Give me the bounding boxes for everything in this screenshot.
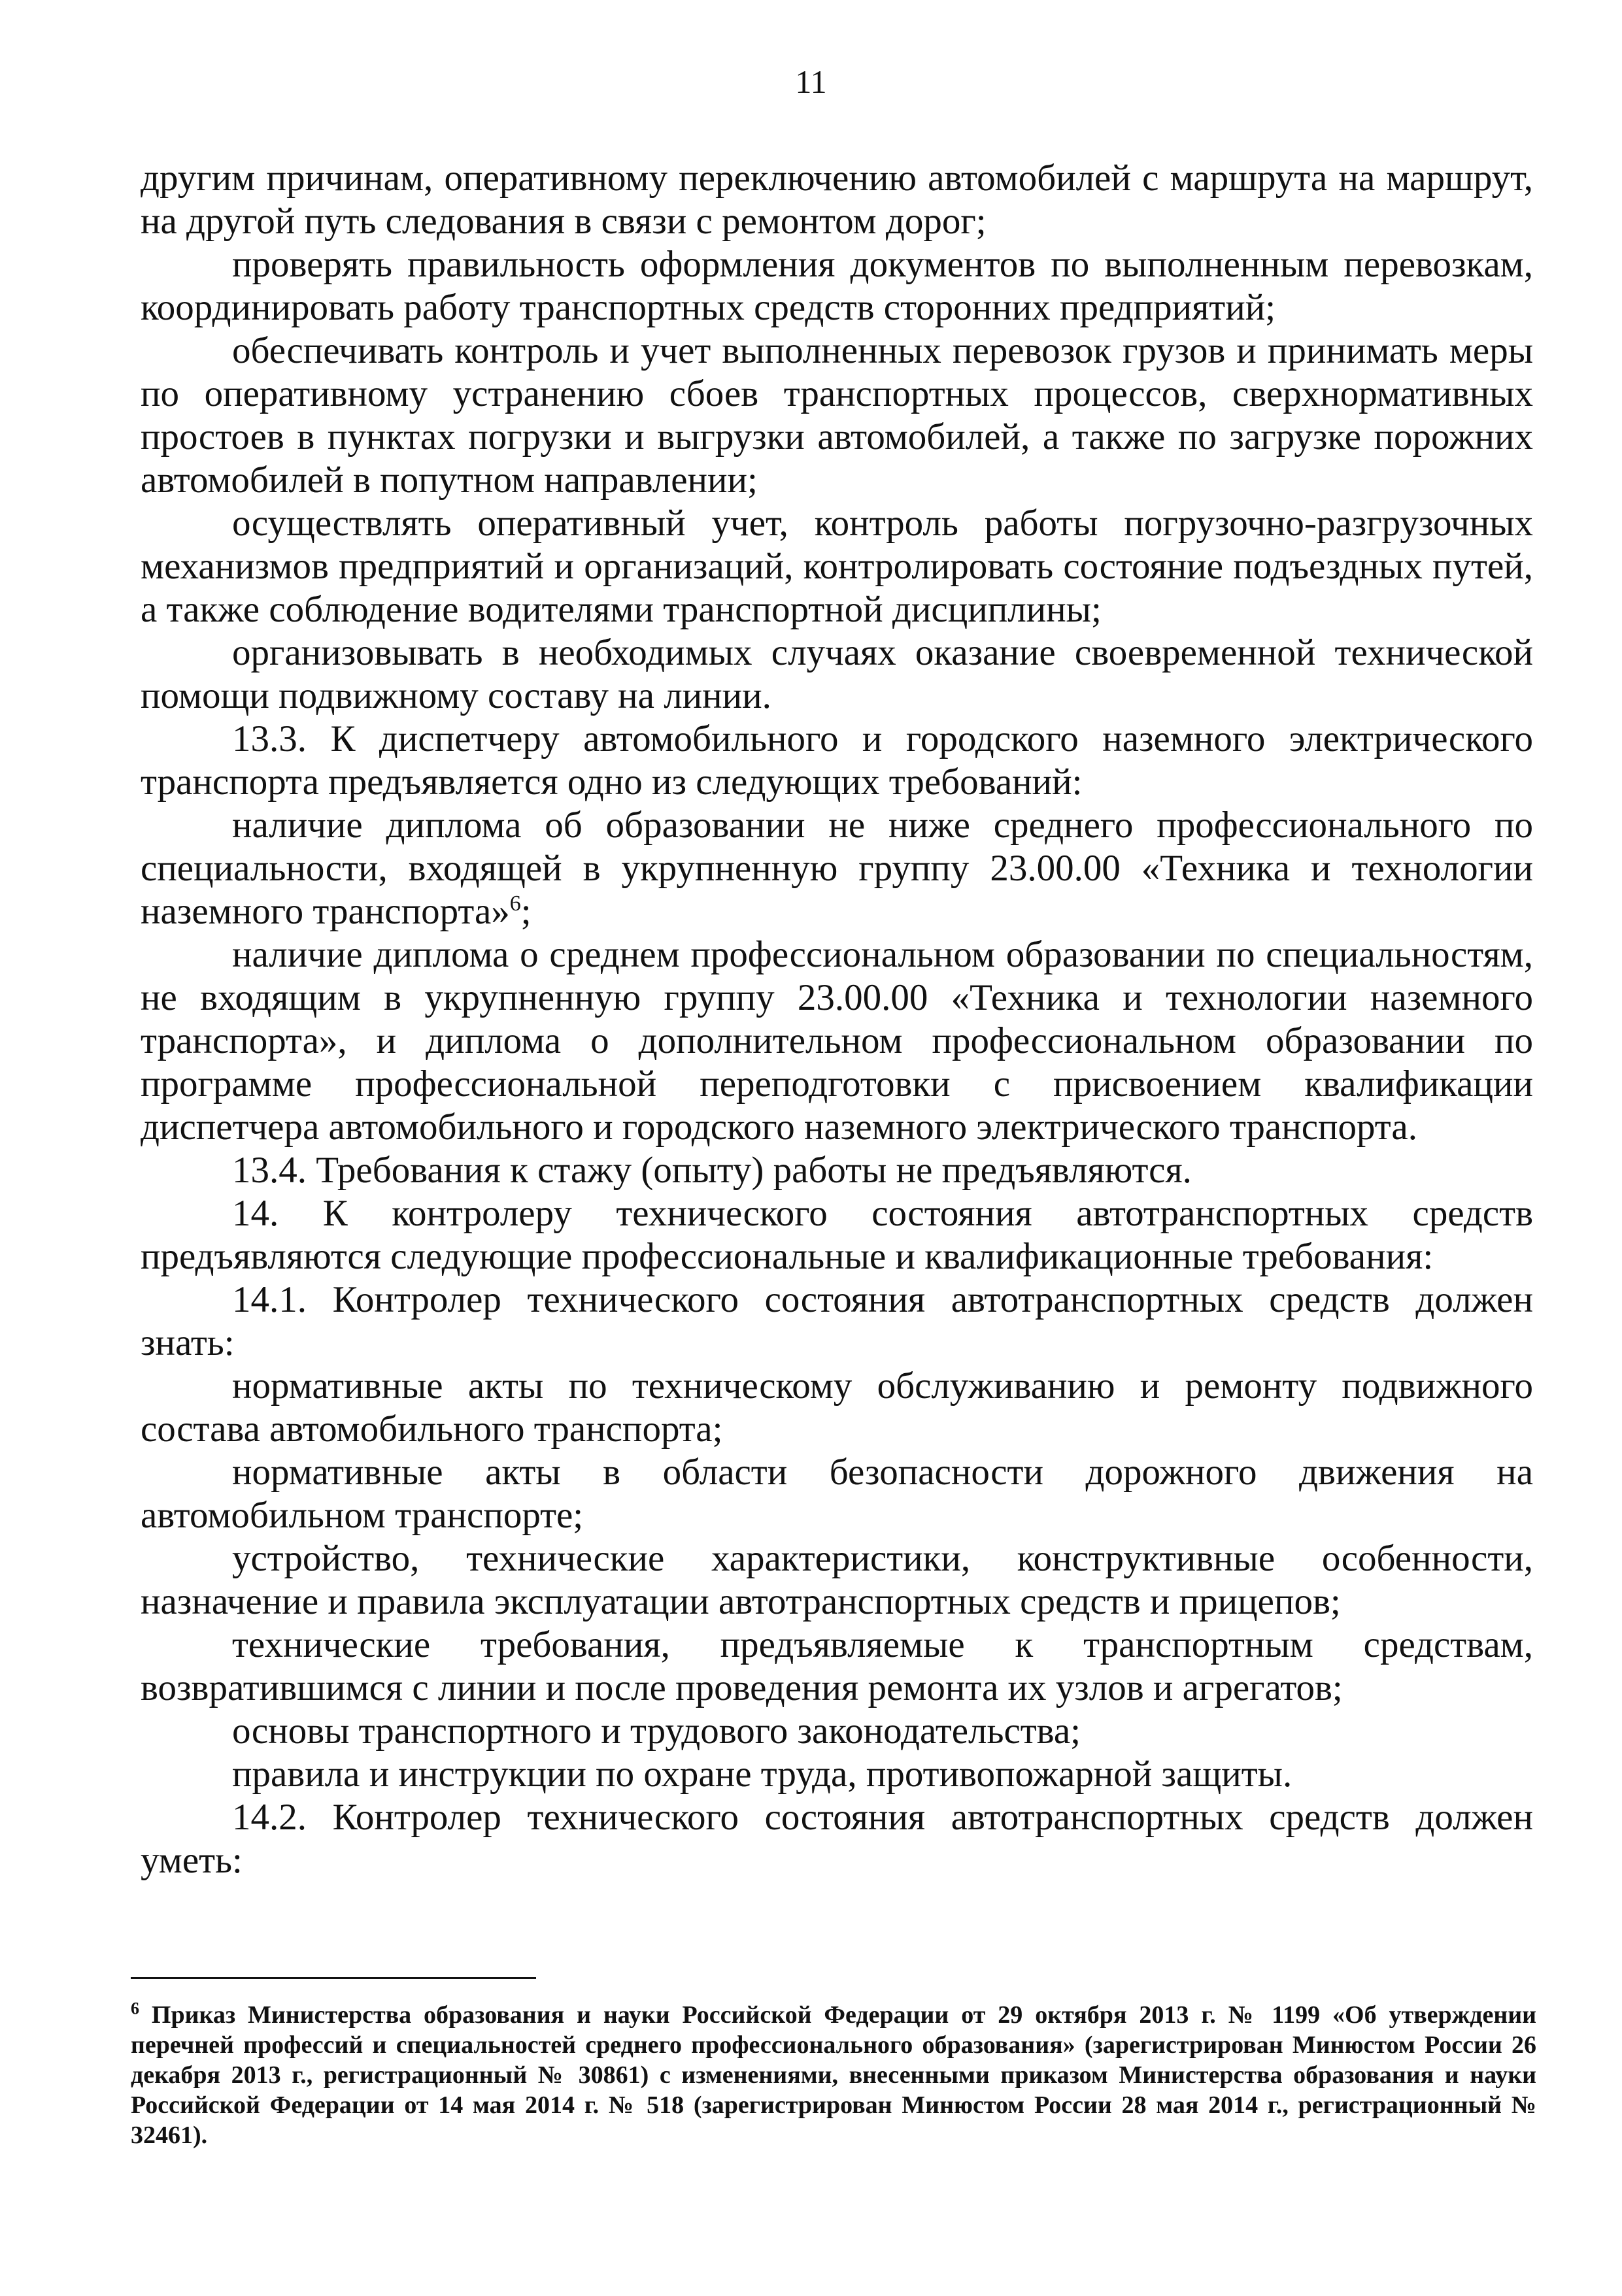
footnote-separator <box>131 1977 536 1979</box>
paragraph-with-footnote <box>141 804 1533 933</box>
body-text <box>141 157 1533 1882</box>
paragraph: проверять правильность оформления документов по выполненным перевозкам, координировать работу транспортных средств сторонних предприятий; <box>141 244 1533 328</box>
footnote-text: Приказ Министерства образования и науки Российской Федерации от 29 октября 2013 г. № 1199 «Об утверждении перечней профессий и специальностей среднего профессионального образования» (зарегистрирован Минюстом России 26 декабря 2013 г., регистрационный № 30861) с изменениями, внесенными приказом Министерства образования и науки Российской Федерации от 14 мая 2014 г. № 518 (зарегистрирован Минюстом России 28 мая 2014 г., регистрационный № 32461). <box>131 2001 1537 2149</box>
paragraph: нормативные акты в области безопасности дорожного движения на автомобильном транспорте; <box>141 1452 1533 1536</box>
paragraph: наличие диплома о среднем профессиональном образовании по специальностям, не входящим в укрупненную группу 23.00.00 «Техника и технологии наземного транспорта», и диплома о дополнительном профессиональном образовании по программе профессиональной переподготовки с присвоением квалификации диспетчера автомобильного и городского наземного электрического транспорта. <box>141 934 1533 1148</box>
paragraph: технические требования, предъявляемые к транспортным средствам, возвратившимся с линии и после проведения ремонта их узлов и агрегатов; <box>141 1624 1533 1708</box>
footnote-mark: 6 <box>131 1999 139 2018</box>
footnote <box>131 2000 1536 2150</box>
paragraph: организовывать в необходимых случаях оказание своевременной технической помощи подвижному составу на линии. <box>141 632 1533 716</box>
paragraph: правила и инструкции по охране труда, противопожарной защиты. <box>232 1754 1293 1795</box>
paragraph: 14. К контролеру технического состояния автотранспортных средств предъявляются следующие профессиональные и квалификационные требования: <box>141 1193 1533 1277</box>
paragraph-text: наличие диплома об образовании не ниже среднего профессионального по специальности, входящей в укрупненную группу 23.00.00 «Техника и технологии наземного транспорта» <box>141 805 1533 932</box>
paragraph: 13.3. К диспетчеру автомобильного и городского наземного электрического транспорта предъявляется одно из следующих требований: <box>141 718 1533 803</box>
paragraph: 13.4. Требования к стажу (опыту) работы не предъявляются. <box>232 1150 1192 1191</box>
footnote-reference: 6 <box>509 891 521 916</box>
paragraph: 14.2. Контролер технического состояния автотранспортных средств должен уметь: <box>141 1797 1533 1881</box>
paragraph: другим причинам, оперативному переключению автомобилей с маршрута на маршрут, на другой путь следования в связи с ремонтом дорог; <box>141 158 1533 242</box>
paragraph: обеспечивать контроль и учет выполненных перевозок грузов и принимать меры по оперативному устранению сбоев транспортных процессов, сверхнормативных простоев в пунктах погрузки и выгрузки автомобилей, а также по загрузке порожних автомобилей в попутном направлении; <box>141 330 1533 501</box>
page-number: 11 <box>795 63 827 100</box>
paragraph: нормативные акты по техническому обслуживанию и ремонту подвижного состава автомобильного транспорта; <box>141 1365 1533 1450</box>
paragraph: основы транспортного и трудового законодательства; <box>232 1710 1081 1752</box>
paragraph: устройство, технические характеристики, конструктивные особенности, назначение и правила эксплуатации автотранспортных средств и прицепов; <box>141 1538 1533 1622</box>
paragraph: осуществлять оперативный учет, контроль работы погрузочно-разгрузочных механизмов предприятий и организаций, контролировать состояние подъездных путей, а также соблюдение водителями транспортной дисциплины; <box>141 503 1533 630</box>
paragraph-tail: ; <box>520 891 532 932</box>
paragraph: 14.1. Контролер технического состояния автотранспортных средств должен знать: <box>141 1279 1533 1363</box>
